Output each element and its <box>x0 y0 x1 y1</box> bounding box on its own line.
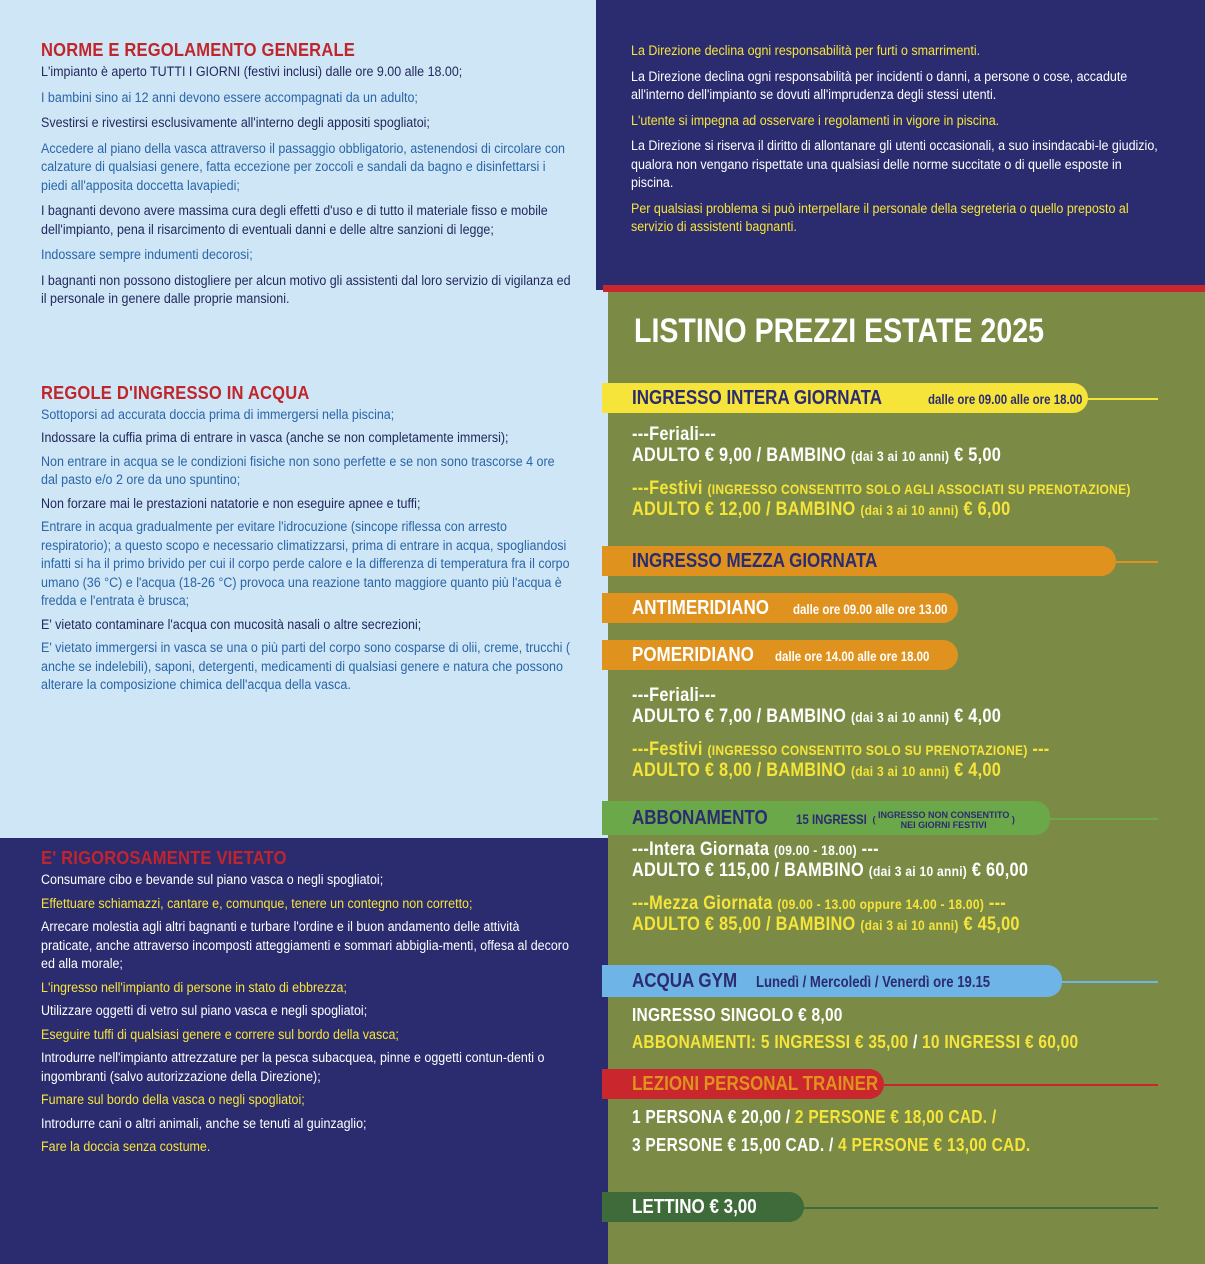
trainer-price-3: 3 PERSONE € 15,00 CAD. <box>632 1135 825 1155</box>
half-day-festivi-child: € 4,00 <box>954 760 1002 781</box>
forbid-item: Utilizzare oggetti di vetro sul piano vasca e negli spogliatoi; <box>41 1003 368 1019</box>
disclaimer-list <box>631 42 1165 237</box>
water-item: Indossare la cuffia prima di entrare in vasca (anche se non completamente immersi); <box>41 430 509 446</box>
rules-item: I bambini sino ai 12 anni devono essere accompagnati da un adulto; <box>41 89 418 106</box>
subscription-count: 15 INGRESSI <box>796 811 867 827</box>
trainer-line <box>878 1084 1158 1086</box>
full-day-label: INGRESSO INTERA GIORNATA <box>632 387 882 409</box>
half-day-festivi-title: ---Festivi <box>632 739 703 760</box>
rules-item: L'impianto è aperto TUTTI I GIORNI (festivi inclusi) dalle ore 9.00 alle 18.00; <box>41 64 463 80</box>
half-day-feriali-child: € 4,00 <box>954 706 1002 727</box>
aqua-gym-subs-10: 10 INGRESSI € 60,00 <box>922 1032 1079 1052</box>
subscription-note-line1: INGRESSO NON CONSENTITO <box>877 809 1010 820</box>
disclaimer-panel <box>596 0 1205 290</box>
water-item: Non forzare mai le prestazioni natatorie e non eseguire apnee e tuffi; <box>41 495 421 512</box>
water-item: E' vietato immergersi in vasca se una o più parti del corpo sono cosparse di olii, creme, trucchi ( anche se indelebili), saponi, detergenti, medicamenti di qualsiasi genere e natura che possono alterare la composizione chimica dell'acqua della vasca. <box>41 640 571 693</box>
half-day-festivi-note: (INGRESSO CONSENTITO SOLO SU PRENOTAZIONE) <box>707 742 1028 758</box>
aqua-gym-subs-5: ABBONAMENTI: 5 INGRESSI € 35,00 <box>632 1032 909 1052</box>
red-divider <box>603 285 1205 292</box>
trainer-price-1: 1 PERSONA € 20,00 <box>632 1107 782 1127</box>
sub-half-child: € 45,00 <box>963 914 1020 935</box>
full-day-feriali-age: (dai 3 ai 10 anni) <box>850 448 950 464</box>
rules-title: NORME E REGOLAMENTO GENERALE <box>41 40 355 60</box>
half-day-header <box>602 546 1116 576</box>
half-day-feriali-prices <box>632 706 1001 728</box>
forbid-item: Eseguire tuffi di qualsiasi genere e correre sul bordo della vasca; <box>41 1026 399 1043</box>
forbid-item: Introdurre cani o altri animali, anche se tenuti al guinzaglio; <box>41 1115 367 1132</box>
sub-full-adult: ADULTO € 115,00 / BAMBINO <box>632 860 864 881</box>
disclaim-item: Per qualsiasi problema si può interpellare il personale della segreteria o quello preposto al servizio di assistenti bagnanti. <box>631 200 1129 235</box>
subscription-line <box>1048 818 1158 820</box>
sub-full-prices <box>632 860 1028 882</box>
pm-hours: dalle ore 14.00 alle ore 18.00 <box>775 648 930 664</box>
price-list-panel <box>608 292 1205 1264</box>
half-day-festivi-adult: ADULTO € 8,00 / BAMBINO <box>632 760 847 781</box>
subscription-note: ( INGRESSO NON CONSENTITO NEI GIORNI FESTIVI ) <box>872 809 1015 830</box>
disclaim-item: La Direzione declina ogni responsabilità per furti o smarrimenti. <box>631 43 981 59</box>
forbid-item: Effettuare schiamazzi, cantare e, comunque, tenere un contegno non corretto; <box>41 895 473 912</box>
forbid-item: Consumare cibo e bevande sul piano vasca o negli spogliatoi; <box>41 872 384 888</box>
sub-half-age: (dai 3 ai 10 anni) <box>860 917 959 933</box>
half-day-feriali-adult: ADULTO € 7,00 / BAMBINO <box>632 706 847 727</box>
forbidden-list <box>41 871 578 1157</box>
lettino-label: LETTINO € 3,00 <box>632 1196 757 1218</box>
full-day-header <box>602 383 1088 413</box>
trainer-price-4: 4 PERSONE € 13,00 CAD. <box>838 1135 1031 1155</box>
full-day-festivi-label <box>632 478 1131 500</box>
trainer-sep-1: / <box>781 1107 795 1127</box>
lettino-header <box>602 1192 804 1222</box>
sub-half-label <box>632 893 1006 915</box>
disclaim-item: La Direzione si riserva il diritto di allontanare gli utenti occasionali, a suo insindacabi-le giudizio, qualora non vengano rispettate una qualsiasi delle norme succitate o di quelle esposte in piscina. <box>631 138 1158 191</box>
rules-item: I bagnanti non possono distogliere per alcun motivo gli assistenti dal loro servizio di vigilanza ed il personale in genere dalle proprie mansioni. <box>41 272 571 307</box>
am-hours: dalle ore 09.00 alle ore 13.00 <box>793 601 948 617</box>
aqua-gym-header <box>602 965 1062 997</box>
sub-full-age: (dai 3 ai 10 anni) <box>868 863 968 879</box>
water-item: Sottoporsi ad accurata doccia prima di immergersi nella piscina; <box>41 406 395 423</box>
rules-item: Accedere al piano della vasca attraverso il passaggio obbligatorio, astenendosi di circolare con calzature di qualsiasi genere, fatta eccezione per zoccoli e sandali da bagno e disinfettarsi i piedi all'apposita doccetta lavapiedi; <box>41 140 565 194</box>
full-day-feriali-prices <box>632 445 1001 467</box>
trainer-label: LEZIONI PERSONAL TRAINER <box>632 1073 879 1095</box>
half-day-festivi-trail: --- <box>1032 739 1050 760</box>
full-day-festivi-note: (INGRESSO CONSENTITO SOLO AGLI ASSOCIATI SU PRENOTAZIONE) <box>707 481 1131 497</box>
am-label: ANTIMERIDIANO <box>632 597 769 619</box>
full-day-feriali-child: € 5,00 <box>954 445 1002 466</box>
forbidden-panel <box>0 838 608 1264</box>
full-day-feriali-label: ---Feriali--- <box>632 424 717 445</box>
trainer-prices-row2 <box>632 1135 1030 1156</box>
subscription-note-line2: NEI GIORNI FESTIVI <box>900 819 987 830</box>
aqua-gym-line <box>1058 981 1158 983</box>
forbid-item: Fare la doccia senza costume. <box>41 1139 211 1155</box>
water-rules-title: REGOLE D'INGRESSO IN ACQUA <box>41 382 310 403</box>
sub-full-label <box>632 839 879 861</box>
half-day-festivi-prices <box>632 760 1001 782</box>
aqua-gym-subs <box>632 1032 1078 1053</box>
half-day-label: INGRESSO MEZZA GIORNATA <box>632 550 878 572</box>
forbid-item: Introdurre nell'impianto attrezzature per la pesca subacquea, pinne e oggetti contun-denti o ingombranti (salvo autorizzazione della Direzione); <box>41 1050 545 1085</box>
am-header <box>602 593 958 623</box>
sub-half-hours: (09.00 - 13.00 oppure 14.00 - 18.00) <box>777 896 985 912</box>
full-day-festivi-title: ---Festivi <box>632 478 703 499</box>
price-list-title: LISTINO PREZZI ESTATE 2025 <box>634 312 1044 350</box>
rules-item: Svestirsi e rivestirsi esclusivamente all'interno degli appositi spogliatoi; <box>41 115 430 131</box>
rules-item: Indossare sempre indumenti decorosi; <box>41 247 253 263</box>
aqua-gym-days: Lunedì / Mercoledì / Venerdì ore 19.15 <box>755 974 990 991</box>
sub-half-adult: ADULTO € 85,00 / BAMBINO <box>632 914 856 935</box>
forbidden-title: E' RIGOROSAMENTE VIETATO <box>41 848 287 868</box>
sub-half-prices <box>632 914 1020 936</box>
lettino-line <box>798 1207 1158 1209</box>
disclaim-item: La Direzione declina ogni responsabilità per incidenti o danni, a persone o cose, accadute all'interno dell'impianto se dovuti all'imprudenza degli stessi utenti. <box>631 68 1128 103</box>
trainer-price-2: 2 PERSONE € 18,00 CAD. / <box>794 1107 997 1127</box>
sub-full-trail: --- <box>861 839 879 860</box>
subscription-header <box>602 801 1050 835</box>
full-day-festivi-adult: ADULTO € 12,00 / BAMBINO <box>632 499 856 520</box>
sub-full-title: ---Intera Giornata <box>632 839 770 860</box>
full-day-festivi-age: (dai 3 ai 10 anni) <box>860 502 959 518</box>
aqua-gym-single: INGRESSO SINGOLO € 8,00 <box>632 1005 843 1025</box>
trainer-sep-2: / <box>824 1135 839 1155</box>
water-item: Non entrare in acqua se le condizioni fisiche non sono perfette e se non sono trascorse 4 ore dal pasto e/o 2 ore da uno spuntino; <box>41 453 555 488</box>
half-day-festivi-age: (dai 3 ai 10 anni) <box>850 763 950 779</box>
disclaim-item: L'utente si impegna ad osservare i regolamenti in vigore in piscina. <box>631 112 1000 129</box>
full-day-feriali-adult: ADULTO € 9,00 / BAMBINO <box>632 445 847 466</box>
trainer-prices-row1 <box>632 1107 996 1128</box>
pm-header <box>602 640 958 670</box>
half-day-festivi-label <box>632 739 1050 761</box>
forbid-item: Arrecare molestia agli altri bagnanti e turbare l'ordine e il buon andamento delle attività praticate, anche attraverso incomposti atteggiamenti e sommari abbiglia-menti, offesa al decoro ed alla morale; <box>41 919 569 972</box>
full-day-festivi-prices <box>632 499 1010 521</box>
rules-list <box>41 63 571 309</box>
aqua-gym-subs-sep: / <box>908 1032 923 1052</box>
water-item: E' vietato contaminare l'acqua con mucosità nasali o altre secrezioni; <box>41 616 422 633</box>
forbid-item: Fumare sul bordo della vasca o negli spogliatoi; <box>41 1092 305 1108</box>
sub-full-hours: (09.00 - 18.00) <box>774 842 857 858</box>
half-day-feriali-label: ---Feriali--- <box>632 685 717 706</box>
sub-half-title: ---Mezza Giornata <box>632 893 773 914</box>
half-day-feriali-age: (dai 3 ai 10 anni) <box>850 709 950 725</box>
full-day-festivi-child: € 6,00 <box>963 499 1011 520</box>
water-rules-list <box>41 406 571 695</box>
pm-label: POMERIDIANO <box>632 644 754 666</box>
rules-panel <box>0 0 596 838</box>
rules-item: I bagnanti devono avere massima cura degli effetti d'uso e di tutto il materiale fisso e mobile dell'impianto, pena il risarcimento di eventuali danni e delle altre sanzioni di legge; <box>41 203 548 238</box>
full-day-hours: dalle ore 09.00 alle ore 18.00 <box>928 391 1083 407</box>
water-item: Entrare in acqua gradualmente per evitare l'idrocuzione (sincope riflessa con arresto respiratorio); a questo scopo e necessario climatizzarsi, prima di entrare in acqua, spogliandosi infatti si ha il primo brivido per cui il corpo perde calore e la differenza di temperatura fra il corpo umano (36 °C) e l'acqua (18-26 °C) provoca una reazione tanto maggiore quanto più l'acqua è fredda e l'entrata è brusca; <box>41 519 570 609</box>
trainer-header <box>602 1069 884 1099</box>
sub-full-child: € 60,00 <box>971 860 1029 881</box>
sub-half-trail: --- <box>988 893 1007 914</box>
subscription-label: ABBONAMENTO <box>632 807 768 829</box>
forbid-item: L'ingresso nell'impianto di persone in stato di ebbrezza; <box>41 979 347 996</box>
aqua-gym-label: ACQUA GYM <box>632 970 738 992</box>
